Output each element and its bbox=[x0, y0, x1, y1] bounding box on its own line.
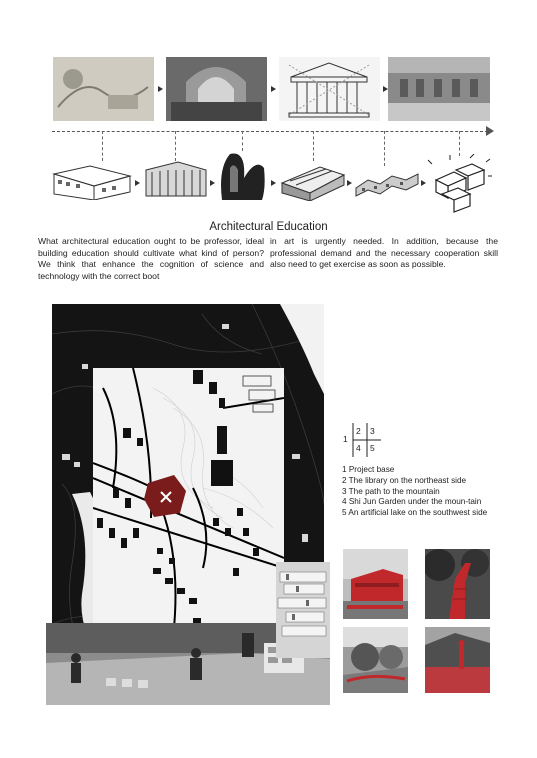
legend-item: 4 Shi Jun Garden under the moun-tain bbox=[342, 497, 482, 507]
intro-left-paragraph: What architectural education ought to be professor, ideal building education should cultivate what kind of person? We think that enhance the cognition of science and technology with the correct boot bbox=[38, 236, 264, 281]
page-title: Architectural Education bbox=[209, 221, 328, 233]
legend-grid-2: 2 bbox=[356, 426, 361, 436]
history-image-chinese-painting bbox=[53, 57, 154, 121]
timeline-connector bbox=[459, 131, 460, 156]
site-photo-garden bbox=[343, 627, 408, 693]
arrow-5-icon bbox=[210, 180, 215, 186]
model-photo bbox=[276, 562, 330, 658]
sketch-building-2 bbox=[142, 158, 210, 200]
timeline-line bbox=[52, 131, 488, 132]
arrow-1-icon bbox=[158, 86, 163, 92]
timeline-connector bbox=[102, 131, 103, 161]
legend-grid-5: 5 bbox=[370, 443, 375, 453]
history-image-school-of-athens bbox=[166, 57, 267, 121]
arrow-6-icon bbox=[271, 180, 276, 186]
legend-grid-lines bbox=[351, 423, 381, 457]
legend-item: 3 The path to the mountain bbox=[342, 486, 440, 496]
arrow-4-icon bbox=[135, 180, 140, 186]
site-photo-library bbox=[343, 549, 408, 619]
history-image-parthenon-drawing bbox=[279, 57, 380, 121]
legend-grid-3: 3 bbox=[370, 426, 375, 436]
history-image-hall-interior bbox=[388, 57, 490, 121]
sketch-building-4 bbox=[280, 163, 346, 201]
timeline-connector bbox=[313, 131, 314, 161]
intro-right-paragraph: in art is urgently needed. In addition, because the professional demand and the necessary cooperation skill also need to get exercise as soon as possible. bbox=[270, 236, 498, 269]
arrow-7-icon bbox=[347, 180, 352, 186]
sketch-building-3 bbox=[216, 148, 268, 202]
legend-grid-4: 4 bbox=[356, 443, 361, 453]
project-base-marker bbox=[142, 473, 190, 519]
legend-item: 2 The library on the northeast side bbox=[342, 475, 467, 485]
timeline-connector bbox=[175, 131, 176, 161]
timeline-arrow-icon bbox=[486, 126, 494, 136]
legend-grid-1: 1 bbox=[343, 434, 348, 444]
legend-item: 1 Project base bbox=[342, 465, 395, 474]
arrow-2-icon bbox=[271, 86, 276, 92]
sketch-building-5 bbox=[354, 166, 420, 198]
sketch-building-6 bbox=[426, 154, 492, 216]
site-photo-path bbox=[425, 549, 490, 619]
sketch-building-1 bbox=[50, 158, 134, 200]
site-photo-lake bbox=[425, 627, 490, 693]
legend-list bbox=[342, 465, 507, 519]
timeline-connector bbox=[384, 131, 385, 166]
legend-item: 5 An artificial lake on the southwest side bbox=[342, 508, 488, 518]
